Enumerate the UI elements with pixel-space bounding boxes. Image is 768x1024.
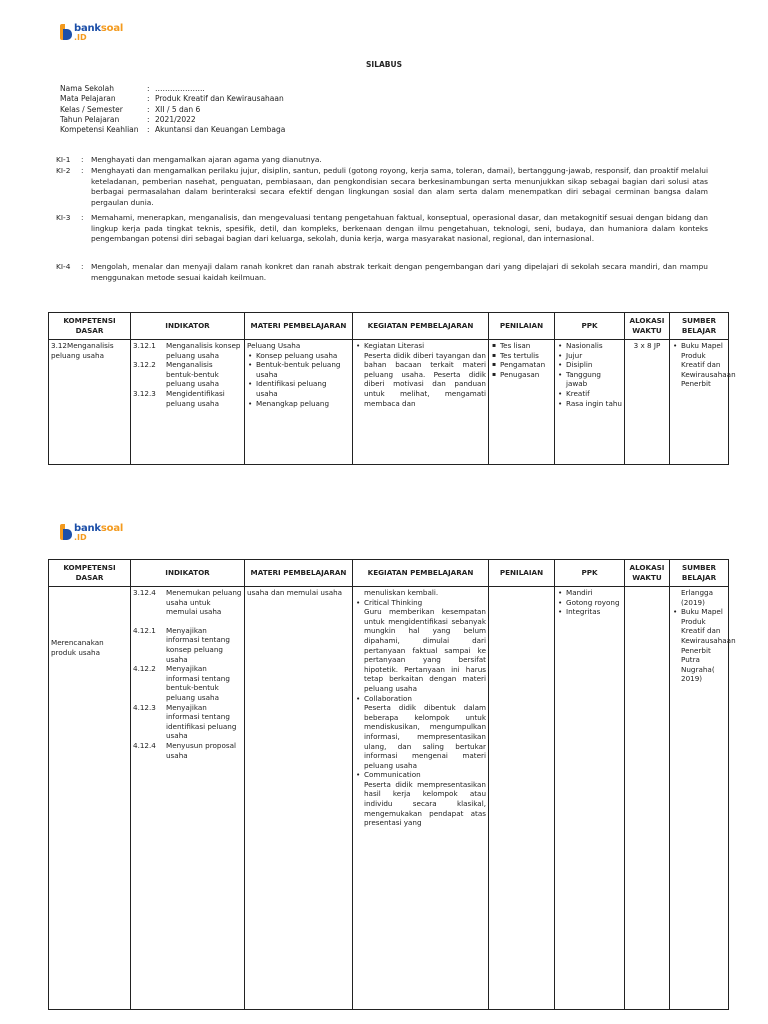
logo-soal: soal (100, 523, 124, 534)
header-alokasi: ALOKASI WAKTU (625, 313, 670, 340)
indikator-no: 3.12.3 (133, 388, 156, 398)
info-value: Akuntansi dan Keuangan Lembaga (155, 125, 286, 135)
indikator-item (133, 664, 242, 702)
alokasi-cell (627, 588, 667, 958)
penilaian-item: ▪ Tes tertulis (491, 351, 552, 361)
indikator-item (133, 741, 242, 760)
header-indikator: INDIKATOR (131, 313, 245, 340)
kegiatan-lead: menuliskan kembali. (364, 588, 439, 597)
indikator-no: 4.12.4 (133, 740, 156, 750)
indikator-no: 4.12.1 (133, 625, 156, 635)
kegiatan-text: Peserta didik dibentuk dalam beberapa kelompok untuk mendiskusikan, mengumpulkan informasi, mempresentasikan ulang, dan saling bertukar informasi mengenai materi peluang usaha (364, 703, 486, 770)
indikator-item (133, 341, 242, 360)
ki-text: Mengolah, menalar dan menyaji dalam ranah konkret dan ranah abstrak terkait dengan pengembangan dari yang dipelajari di sekolah secara mandiri, dan mampu menggunakan metode sesuai kaidah keilmuan. (91, 262, 708, 282)
indikator-item (133, 389, 242, 408)
header-sumber: SUMBER BELAJAR (670, 313, 729, 340)
ppk-item: • Rasa ingin tahu (557, 399, 622, 409)
banksoal-logo (60, 22, 123, 42)
kd-cell: 3.12Menganalisis peluang usaha (51, 341, 114, 360)
ppk-item: • Integritas (557, 607, 622, 617)
kegiatan-head: • Collaboration (355, 694, 486, 704)
ppk-item: • Disiplin (557, 360, 622, 370)
syllabus-table (48, 559, 736, 1010)
indikator-text: Menyajikan informasi tentang identifikasi peluang usaha (166, 702, 237, 741)
kegiatan-text: Guru memberikan kesempatan untuk mengidentifikasi sebanyak mungkin hal yang belum dipahami, dimulai dari pertanyaan faktual sampai ke pertanyaan yang bersifat hipotetik. Pertanyaan ini harus tetap berkaitan dengan materi peluang usaha (364, 607, 486, 693)
info-value: XII / 5 dan 6 (155, 104, 201, 114)
ki-key: KI-1 (56, 155, 71, 164)
info-key: Kelas / Semester (60, 104, 123, 114)
info-value: Produk Kreatif dan Kewirausahaan (155, 94, 284, 104)
logo-id: .ID (74, 33, 87, 42)
ppk-item: • Tanggung jawab (557, 370, 622, 389)
ki-key: KI-2 (56, 166, 71, 175)
page-2 (0, 500, 768, 1024)
kegiatan-head: • Communication (355, 770, 486, 780)
indikator-no: 4.12.3 (133, 702, 156, 712)
ppk-item: • Kreatif (557, 389, 622, 399)
indikator-item (133, 588, 242, 617)
indikator-item (133, 703, 242, 741)
header-alokasi: ALOKASI WAKTU (625, 560, 670, 587)
ppk-item: • Jujur (557, 351, 622, 361)
header-kompetensi-dasar: KOMPETENSI DASAR (49, 560, 131, 587)
syllabus-table (48, 312, 736, 465)
header-penilaian: PENILAIAN (489, 313, 555, 340)
kegiatan-head: • Kegiatan Literasi (355, 341, 486, 351)
info-key: Mata Pelajaran (60, 94, 116, 104)
ki-key: KI-4 (56, 262, 71, 271)
indikator-text: Menganalisis konsep peluang usaha (166, 341, 241, 360)
header-ppk: PPK (555, 560, 625, 587)
header-indikator: INDIKATOR (131, 560, 245, 587)
penilaian-item: ▪ Penugasan (491, 370, 552, 380)
kd-cell: Merencanakan produk usaha (51, 638, 104, 657)
indikator-item (133, 360, 242, 389)
ki-text: Menghayati dan mengamalkan ajaran agama yang dianutnya. (91, 155, 322, 164)
ppk-item: • Mandiri (557, 588, 622, 598)
ki-item: KI-2 : Menghayati dan mengamalkan perilaku jujur, disiplin, santun, peduli (gotong royong, kerja sama, toleran, damai), bertanggung-jawab, responsif, dan proaktif melalui keteladanan, pemberian nasehat, penguatan, pembiasaan, dan pengkondisian secara berkesinambungan serta menunjukkan sikap sebagai bagian dari solusi atas berbagai permasalahan dalam berinteraksi secara efektif dengan lingkungan sosial dan alam serta dalam menempatkan diri sebagai cerminan bangsa dalam pergaulan dunia. (56, 166, 708, 207)
ppk-item: • Nasionalis (557, 341, 622, 351)
ki-item: KI-1 : Menghayati dan mengamalkan ajaran agama yang dianutnya. (56, 155, 708, 166)
penilaian-cell (491, 588, 552, 958)
ki-item: KI-4 : Mengolah, menalar dan menyaji dalam ranah konkret dan ranah abstrak terkait dengan pengembangan dari yang dipelajari di sekolah secara mandiri, dan mampu menggunakan metode sesuai kaidah keilmuan. (56, 262, 708, 282)
penilaian-item: ▪ Pengamatan (491, 360, 552, 370)
info-value: ……………….. (155, 84, 205, 93)
header-kompetensi-dasar: KOMPETENSI DASAR (49, 313, 131, 340)
info-value: 2021/2022 (155, 114, 196, 124)
banksoal-logo-icon (60, 24, 72, 40)
indikator-text: Menemukan peluang usaha untuk memulai usaha (166, 588, 242, 617)
indikator-text: Mengidentifikasi peluang usaha (166, 388, 225, 408)
table-header-row (49, 560, 729, 587)
indikator-no: 3.12.1 (133, 341, 156, 350)
penilaian-item: ▪ Tes lisan (491, 341, 552, 351)
table-header-row (49, 313, 729, 340)
header-sumber: SUMBER BELAJAR (670, 560, 729, 587)
banksoal-logo-icon (60, 524, 72, 540)
indikator-no: 3.12.4 (133, 588, 156, 597)
kegiatan-text: Peserta didik diberi tayangan dan bahan bacaan terkait materi peluang usaha. Peserta didik diberi motivasi dan panduan untuk melihat, mengamati membaca dan (364, 350, 486, 408)
sumber-item: • Buku Mapel Produk Kreatif dan Kewirausahaan Penerbit (672, 341, 726, 389)
indikator-no: 4.12.2 (133, 664, 156, 674)
materi-item: • Bentuk-bentuk peluang usaha (247, 360, 350, 379)
ki-text: Menghayati dan mengamalkan perilaku jujur, disiplin, santun, peduli (gotong royong, kerja sama, toleran, damai), bertanggung-jawab, responsif, dan proaktif melalui keteladanan, pemberian nasehat, penguatan, pembiasaan, dan pengkondisian secara berkesinambungan serta menunjukkan sikap sebagai bagian dari solusi atas berbagai permasalahan dalam berinteraksi secara efektif dengan lingkungan sosial dan alam serta dalam menempatkan diri sebagai cerminan bangsa dalam pergaulan dunia. (91, 166, 708, 207)
ki-text: Memahami, menerapkan, menganalisis, dan mengevaluasi tentang pengetahuan faktual, konseptual, operasional dasar, dan metakognitif sesuai dengan bidang dan lingkup kerja pada tingkat teknis, spesifik, detil, dan kompleks, berkenaan dengan ilmu pengetahuan, teknologi, seni, budaya, dan humaniora dalam konteks pengembangan potensi diri sebagai bagian dari keluarga, sekolah, dunia kerja, warga masyarakat nasional, regional, dan internasional. (91, 213, 708, 244)
logo-id: .ID (74, 533, 87, 542)
table-row (49, 587, 729, 1010)
indikator-text: Menyajikan informasi tentang konsep peluang usaha (166, 625, 230, 664)
header-materi: MATERI PEMBELAJARAN (245, 560, 353, 587)
header-kegiatan: KEGIATAN PEMBELAJARAN (353, 560, 489, 587)
ki-item: KI-3 : Memahami, menerapkan, menganalisis, dan mengevaluasi tentang pengetahuan faktual, konseptual, operasional dasar, dan metakognitif sesuai dengan bidang dan lingkup kerja pada tingkat teknis, spesifik, detil, dan kompleks, berkenaan dengan ilmu pengetahuan, teknologi, seni, budaya, dan humaniora dalam konteks pengembangan potensi diri sebagai bagian dari keluarga, sekolah, dunia kerja, warga masyarakat nasional, regional, dan internasional. (56, 213, 708, 244)
header-materi: MATERI PEMBELAJARAN (245, 313, 353, 340)
logo-bank: bank (74, 23, 101, 34)
kegiatan-text: Peserta didik mempresentasikan hasil kerja kelompok atau individu secara klasikal, mengemukakan pendapat atas presentasi yang (364, 779, 486, 828)
info-key: Nama Sekolah (60, 84, 114, 93)
sumber-item: • Buku Mapel Produk Kreatif dan Kewirausahaan Penerbit Putra Nugraha( 2019) (672, 607, 726, 684)
sumber-lead: Erlangga (2019) (681, 588, 713, 607)
ki-key: KI-3 (56, 213, 71, 222)
indikator-item (133, 626, 242, 664)
materi-item: • Identifikasi peluang usaha (247, 379, 350, 398)
logo-bank: bank (74, 523, 101, 534)
table-row (49, 340, 729, 465)
header-ppk: PPK (555, 313, 625, 340)
materi-item: • Menangkap peluang (247, 399, 350, 409)
alokasi-cell: 3 x 8 JP (633, 341, 661, 350)
ppk-item: • Gotong royong (557, 598, 622, 608)
header-penilaian: PENILAIAN (489, 560, 555, 587)
materi-cell: usaha dan memulai usaha (247, 588, 343, 597)
indikator-text: Menyajikan informasi tentang bentuk-bentuk peluang usaha (166, 664, 230, 702)
header-kegiatan: KEGIATAN PEMBELAJARAN (353, 313, 489, 340)
page-1 (0, 0, 768, 470)
info-key: Tahun Pelajaran (60, 114, 120, 124)
logo-soal: soal (100, 23, 124, 34)
materi-title: Peluang Usaha (247, 341, 301, 350)
document-title: SILABUS (366, 60, 402, 69)
identity-block: Nama Sekolah : ……………….. Mata Pelajaran : Produk Kreatif dan Kewirausahaan Kelas / Semester : XII / 5 dan 6 Tahun Pelajaran : 2021/2022 Kompetensi Keahlian : Akuntansi dan Keuangan Lembaga (60, 84, 286, 135)
indikator-no: 3.12.2 (133, 360, 156, 370)
indikator-text: Menganalisis bentuk-bentuk peluang usaha (166, 360, 220, 389)
banksoal-logo (60, 522, 123, 542)
indikator-text: Menyusun proposal usaha (166, 740, 236, 760)
materi-item: • Konsep peluang usaha (247, 351, 350, 361)
info-key: Kompetensi Keahlian (60, 125, 139, 135)
kegiatan-head: • Critical Thinking (355, 598, 486, 608)
